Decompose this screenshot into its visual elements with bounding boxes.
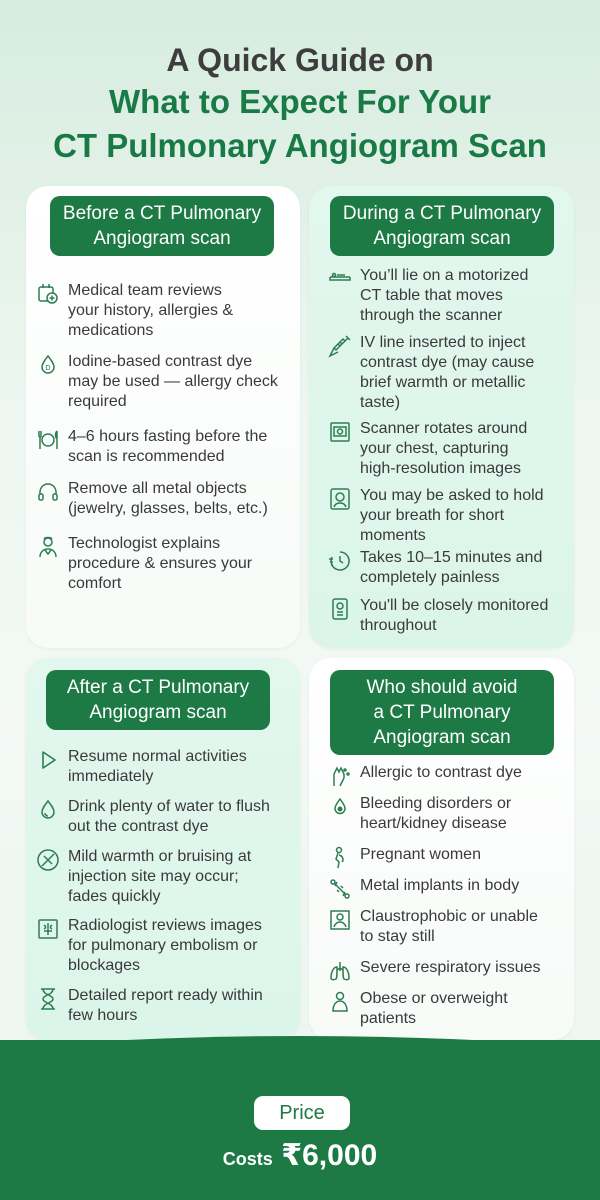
before-title-line-1: Before a CT Pulmonary (62, 203, 262, 224)
scanner-icon (328, 420, 352, 444)
implant-icon (328, 877, 352, 901)
before-title-line-2: Angiogram scan (93, 228, 231, 249)
headphones-icon (36, 480, 60, 504)
during-item (328, 486, 572, 546)
cost-label: Costs (222, 1149, 273, 1169)
line: throughout (360, 617, 437, 634)
during-item (328, 266, 572, 326)
line: Allergic to contrast dye (360, 764, 522, 781)
line: Metal implants in body (360, 877, 520, 894)
line: You’ll lie on a motorized (360, 267, 529, 284)
cost-value: ₹6,000 (281, 1139, 378, 1172)
hourglass-icon (36, 987, 60, 1011)
svg-text:D: D (45, 364, 51, 372)
before-title (50, 196, 274, 256)
breath-icon (328, 487, 352, 511)
line: IV line inserted to inject (360, 334, 526, 351)
line: out the contrast dye (68, 818, 209, 835)
line: Takes 10–15 minutes and (360, 549, 543, 566)
ct-table-icon (328, 267, 352, 291)
during-item (328, 548, 572, 588)
allergy-icon (328, 764, 352, 788)
during-title-line-1: During a CT Pulmonary (342, 203, 542, 224)
line: high-resolution images (360, 460, 521, 477)
line: Resume normal activities (68, 748, 247, 765)
bandage-icon (36, 848, 60, 872)
during-title-line-2: Angiogram scan (373, 228, 511, 249)
line: taste) (360, 394, 401, 411)
syringe-icon (328, 334, 352, 358)
avoid-item (328, 958, 572, 983)
after-title-line-1: After a CT Pulmonary (66, 677, 250, 698)
after-item (36, 847, 296, 907)
line: your history, allergies & (68, 302, 234, 319)
line: may be used — allergy check (68, 373, 278, 390)
after-item (36, 747, 296, 787)
line: Remove all metal objects (68, 480, 247, 497)
avoid-item (328, 763, 572, 788)
technologist-icon (36, 535, 60, 559)
avoid-item (328, 907, 572, 947)
line: Iodine-based contrast dye (68, 353, 253, 370)
line: Detailed report ready within (68, 987, 263, 1004)
before-item (36, 534, 296, 594)
line: moments (360, 527, 426, 544)
avoid-item (328, 876, 572, 901)
during-item (328, 596, 572, 636)
play-icon (36, 748, 60, 772)
line: Technologist explains (68, 535, 221, 552)
after-item (36, 797, 296, 837)
lungs-icon (328, 959, 352, 983)
line: to stay still (360, 928, 435, 945)
during-title (330, 196, 554, 256)
pregnant-icon (328, 846, 352, 870)
line: through the scanner (360, 307, 503, 324)
line: Severe respiratory issues (360, 959, 541, 976)
avoid-title (330, 670, 554, 755)
line: for pulmonary embolism or (68, 937, 258, 954)
after-item (36, 916, 296, 976)
before-item (36, 479, 296, 519)
before-item (36, 427, 296, 467)
line: medications (68, 322, 154, 339)
avoid-item (328, 845, 572, 870)
line: Medical team reviews (68, 282, 222, 299)
line: blockages (68, 957, 141, 974)
line: injection site may occur; (68, 868, 239, 885)
line: Claustrophobic or unable (360, 908, 538, 925)
line: You'll be closely monitored (360, 597, 549, 614)
line: required (68, 393, 127, 410)
line: brief warmth or metallic (360, 374, 526, 391)
header-line-1: A Quick Guide on (166, 42, 434, 78)
cost-line (0, 1138, 600, 1173)
after-title-line-2: Angiogram scan (89, 702, 227, 723)
before-item (36, 352, 296, 412)
line: your chest, capturing (360, 440, 509, 457)
line: Obese or overweight (360, 990, 508, 1007)
during-item (328, 419, 572, 479)
avoid-title-line-2: a CT Pulmonary (373, 702, 511, 723)
line: Drink plenty of water to flush (68, 798, 270, 815)
line: few hours (68, 1007, 138, 1024)
person-icon (328, 990, 352, 1014)
after-item (36, 986, 296, 1026)
line: scan is recommended (68, 448, 225, 465)
water-drop-icon (36, 798, 60, 822)
line: immediately (68, 768, 154, 785)
line: 4–6 hours fasting before the (68, 428, 268, 445)
after-title (46, 670, 270, 730)
header-line-2: What to Expect For Your (109, 83, 491, 120)
page-header (0, 40, 600, 168)
avoid-title-line-3: Angiogram scan (373, 727, 511, 748)
line: heart/kidney disease (360, 815, 507, 832)
during-item (328, 333, 572, 413)
line: (jewelry, glasses, belts, etc.) (68, 500, 268, 517)
line: You may be asked to hold (360, 487, 544, 504)
plate-cutlery-icon (36, 428, 60, 452)
line: procedure & ensures your (68, 555, 253, 572)
line: Pregnant women (360, 846, 481, 863)
xray-icon (36, 917, 60, 941)
line: Bleeding disorders or (360, 795, 512, 812)
line: patients (360, 1010, 417, 1027)
line: your breath for short (360, 507, 505, 524)
medical-record-icon (36, 282, 60, 306)
before-item (36, 281, 296, 341)
dye-drop-icon (36, 353, 60, 377)
price-label: Price (254, 1096, 350, 1130)
avoid-item (328, 794, 572, 834)
blood-drop-icon (328, 795, 352, 819)
line: Mild warmth or bruising at (68, 848, 252, 865)
avoid-title-line-1: Who should avoid (366, 677, 518, 698)
line: contrast dye (may cause (360, 354, 535, 371)
line: comfort (68, 575, 122, 592)
line: fades quickly (68, 888, 161, 905)
avoid-item (328, 989, 572, 1029)
claustrophobic-icon (328, 908, 352, 932)
line: completely painless (360, 569, 500, 586)
header-line-3: CT Pulmonary Angiogram Scan (53, 127, 547, 164)
line: Radiologist reviews images (68, 917, 262, 934)
line: CT table that moves (360, 287, 503, 304)
monitor-icon (328, 597, 352, 621)
timer-icon (328, 549, 352, 573)
line: Scanner rotates around (360, 420, 528, 437)
